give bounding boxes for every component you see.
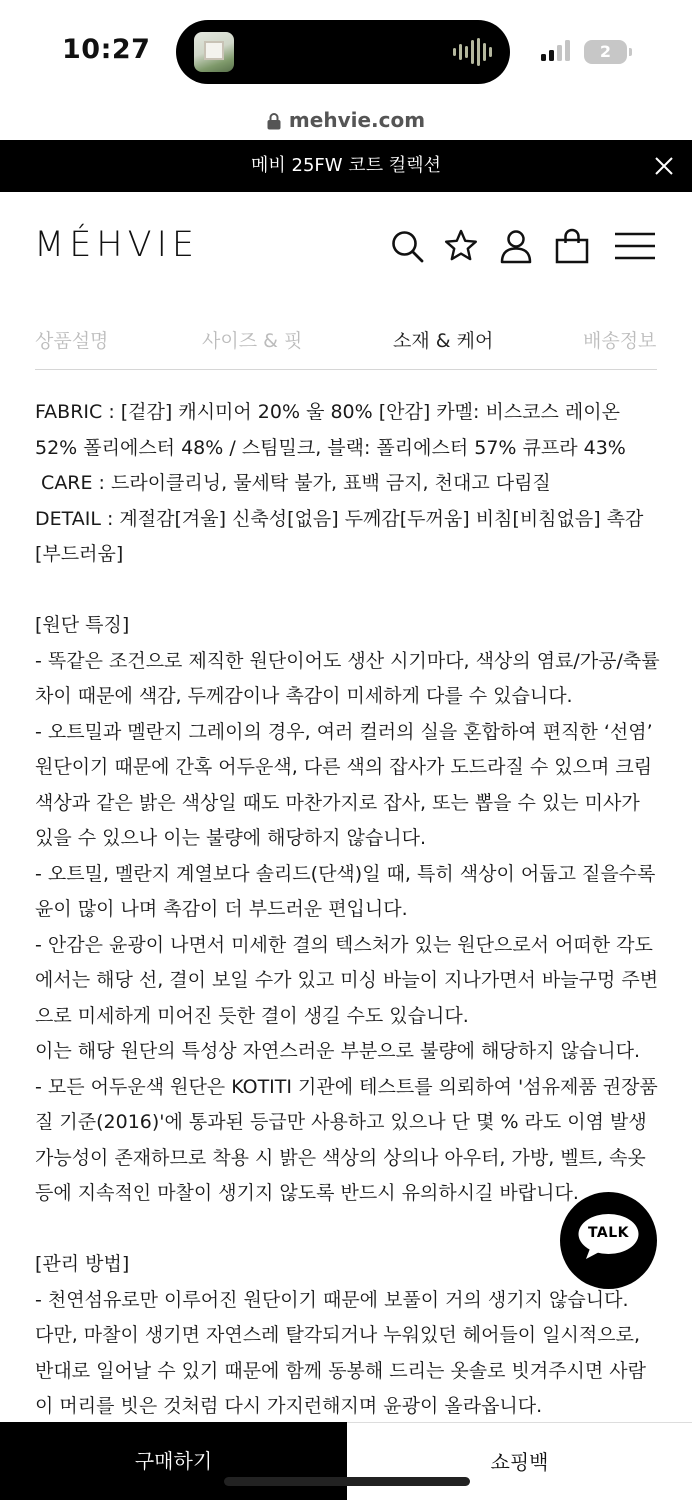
buy-button[interactable]: 구매하기: [0, 1422, 347, 1500]
cellular-signal-icon: [541, 39, 570, 61]
dynamic-island[interactable]: [176, 20, 510, 84]
url-bar[interactable]: [0, 100, 692, 140]
tab-description[interactable]: 상품설명: [35, 330, 109, 352]
care-method-title: [관리 방법]: [35, 1253, 130, 1275]
tab-material-care[interactable]: 소재 & 케어: [393, 330, 494, 352]
menu-icon[interactable]: [613, 228, 657, 264]
tab-shipping[interactable]: 배송정보: [583, 330, 657, 352]
care-note: - 천연섬유로만 이루어진 원단이기 때문에 보풀이 거의 생기지 않습니다.: [35, 1288, 629, 1311]
shopping-bag-icon[interactable]: [554, 228, 590, 264]
fabric-note: - 오트밀, 멜란지 계열보다 솔리드(단색)일 때, 특히 색상이 어둡고 짙을수록 윤이 많이 나며 촉감이 더 부드러운 편입니다.: [35, 862, 662, 920]
lock-icon: [267, 112, 281, 130]
search-icon[interactable]: [389, 228, 425, 264]
bottom-action-bar: [0, 1422, 692, 1500]
home-indicator[interactable]: [224, 1477, 470, 1486]
brand-logo[interactable]: MÉHVIE: [34, 225, 200, 265]
fabric-note: - 모든 어두운색 원단은 KOTITI 기관에 테스트를 의뢰하여 '섬유제품 권장품질 기준(2016)'에 통과된 등급만 사용하고 있으나 단 몇 % 라도 이염 발생 가능성이 존재하므로 착용 시 밝은 색상의 상의나 아우터, 가방, 벨트, 속옷 등에 지속적인 마찰이 생기지 않도록 반드시 유의하시길 바랍니다.: [35, 1075, 658, 1204]
fabric-note: - 오트밀과 멜란지 그레이의 경우, 여러 컬러의 실을 혼합하여 편직한 ‘선염’ 원단이기 때문에 간혹 어두운색, 다른 색의 잡사가 도드라질 수 있으며 크림 색상과 같은 밝은 색상일 때도 마찬가지로 잡사, 또는 뽑을 수 있는 미사가 있을 수 있으나 이는 불량에 해당하지 않습니다.: [35, 720, 659, 849]
fabric-note: - 똑같은 조건으로 제직한 원단이어도 생산 시기마다, 색상의 염료/가공/축률 차이 때문에 색감, 두께감이나 촉감이 미세하게 다를 수 있습니다.: [35, 649, 666, 707]
talk-chat-button[interactable]: [560, 1192, 657, 1289]
status-time: 10:27: [62, 34, 151, 65]
audio-waveform-icon: [453, 38, 492, 66]
now-playing-thumbnail: [194, 32, 234, 72]
fabric-note: - 안감은 윤광이 나면서 미세한 결의 텍스처가 있는 원단으로서 어떠한 각도에서는 해당 선, 결이 보일 수가 있고 미싱 바늘이 지나가면서 바늘구멍 주변으로 미세하게 미어진 듯한 결이 생길 수도 있습니다.: [35, 933, 659, 1027]
star-icon[interactable]: [443, 228, 479, 264]
detail-attributes: DETAIL : 계절감[겨울] 신축성[없음] 두께감[두꺼움] 비침[비침없음] 촉감[부드러움]: [35, 507, 644, 565]
care-instructions: CARE : 드라이클리닝, 물세탁 불가, 표백 금지, 천대고 다림질: [35, 472, 551, 494]
add-to-bag-button[interactable]: 쇼핑백: [347, 1422, 692, 1500]
fabric-features-title: [원단 특징]: [35, 614, 130, 636]
tab-size-fit[interactable]: 사이즈 & 핏: [202, 330, 303, 352]
site-header: [0, 192, 692, 304]
care-note: 다만, 마찰이 생기면 자연스레 탈각되거나 누워있던 헤어들이 일시적으로, 반대로 일어날 수 있기 때문에 함께 동봉해 드리는 옷솔로 빗겨주시면 사람이 머리를 빗은 것처럼 다시 가지런해지며 윤광이 올라옵니다.: [35, 1324, 647, 1417]
fabric-note: 이는 해당 원단의 특성상 자연스러운 부분으로 불량에 해당하지 않습니다.: [35, 1040, 640, 1062]
user-icon[interactable]: [498, 228, 534, 264]
close-icon[interactable]: [650, 152, 678, 180]
product-detail-tabs: [35, 316, 657, 370]
talk-label: TALK: [587, 1225, 630, 1241]
status-bar: [0, 0, 692, 100]
promo-text: 메비 25FW 코트 컬렉션: [251, 155, 441, 176]
promo-banner[interactable]: [0, 140, 692, 192]
material-care-content: [35, 395, 666, 1425]
url-text: mehvie.com: [288, 108, 426, 132]
battery-indicator: 2: [584, 40, 627, 64]
fabric-composition: FABRIC : [겉감] 캐시미어 20% 울 80% [안감] 카멜: 비스코스 레이온 52% 폴리에스터 48% / 스팀밀크, 블랙: 폴리에스터 57% 큐프라 43%: [35, 401, 627, 459]
